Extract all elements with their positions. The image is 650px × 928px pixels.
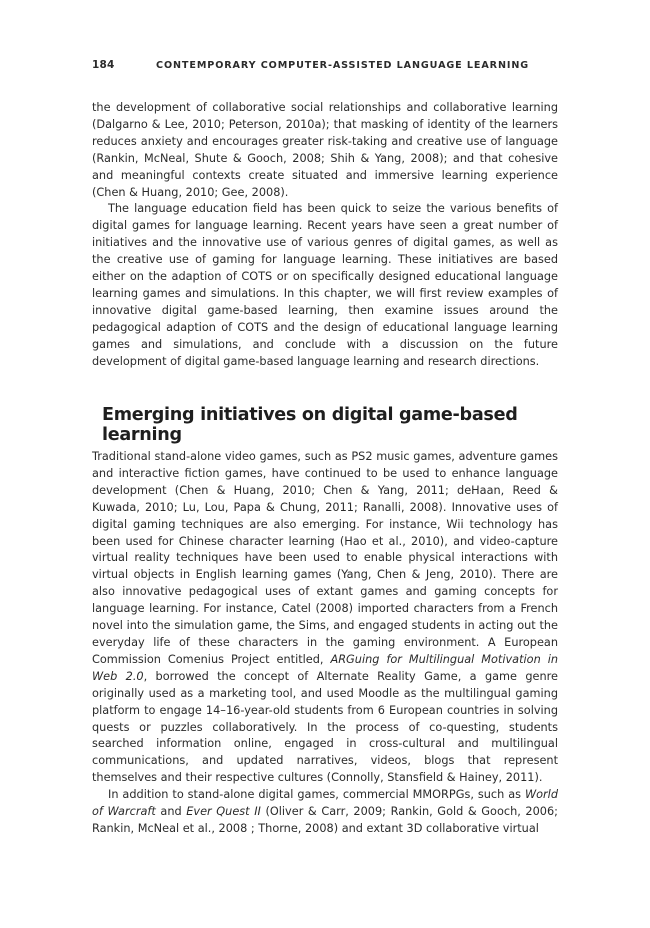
project-title: ARGuing for Multilingual Motivation in Web 2.0 [92, 652, 559, 683]
paragraph-text: Traditional stand-alone video games, such as PS2 music games, adventure games and interactive fiction games, have continued to be used to enhance language development (Chen & Huang, 2010; Chen & Yang, 2011; deHaan, Reed & Kuwada, 2010; Lu, Lou, Papa & Chung, 2011; Ranalli, 2008). Innovative uses of digital gaming techniques are also emerging. For instance, Wii technology has been used for Chinese character learning (Hao et al., 2010), and video-capture virtual reality techniques have been used to enable physical interactions with virtual objects in English learning games (Yang, Chen & Jeng, 2010). There are also innovative pedagogical uses of extant games and gaming concepts for language learning. For instance, Catel (2008) imported characters from a French novel into the simulation game, the Sims, and engaged students in acting out the everyday life of these characters in the gaming environment. A European Commission Comenius Project entitled, [92, 450, 558, 666]
running-head [92, 59, 558, 75]
paragraph-traditional-games [92, 449, 558, 787]
section-text-block [92, 449, 558, 838]
game-title: Ever Quest II [186, 805, 261, 819]
paragraph-text: and [155, 805, 187, 819]
paragraph-continuation: the development of collaborative social relationships and collaborative learning (Dalgarno & Lee, 2010; Peterson, 2010a); that masking of identity of the learners reduces anxiety and encourages greater risk-taking and creative use of language (Rankin, McNeal, Shute & Gooch, 2008; Shih & Yang, 2008); and that cohesive and meaningful contexts create situated and immersive learning experience (Chen & Huang, 2010; Gee, 2008). [92, 101, 558, 199]
paragraph-text: (Oliver & Carr, 2009; Rankin, Gold & Gooch, 2006; Rankin, McNeal et al., 2008 ; Thorne, 2008) and extant 3D collaborative virtual [92, 805, 558, 835]
running-title: CONTEMPORARY COMPUTER-ASSISTED LANGUAGE LEARNING [156, 60, 530, 71]
game-title: World of Warcraft [92, 788, 558, 819]
paragraph-text: In addition to stand-alone digital games, commercial MMORPGs, such as [108, 788, 525, 802]
paragraph-text: , borrowed the concept of Alternate Reality Game, a game genre originally used as a marketing tool, and used Moodle as the multilingual gaming platform to engage 14–16-year-old students from 6 European countries in solving quests or puzzles collaboratively. In the process of co-questing, students searched information online, engaged in cross-cultural and multilingual communications, and updated narratives, videos, blogs that represent themselves and their respective cultures (Connolly, Stansfield & Hainey, 2011). [92, 669, 558, 785]
paragraph-language-education: The language education field has been quick to seize the various benefits of digital games for language learning. Recent years have seen a great number of initiatives and the innovative use of various genres of digital games, as well as the creative use of gaming for language learning. These initiatives are based either on the adaption of COTS or on specifically designed educational language learning games and simulations. In this chapter, we will first review examples of innovative digital game-based learning, then examine issues around the pedagogical adaption of COTS and the design of educational language learning games and simulations, and conclude with a discussion on the future development of digital game-based language learning and research directions. [92, 202, 558, 368]
page-number: 184 [92, 59, 115, 71]
paragraph-mmorpgs [92, 787, 558, 838]
section-heading: Emerging initiatives on digital game-based learning [102, 405, 518, 445]
intro-text-block [92, 100, 558, 371]
